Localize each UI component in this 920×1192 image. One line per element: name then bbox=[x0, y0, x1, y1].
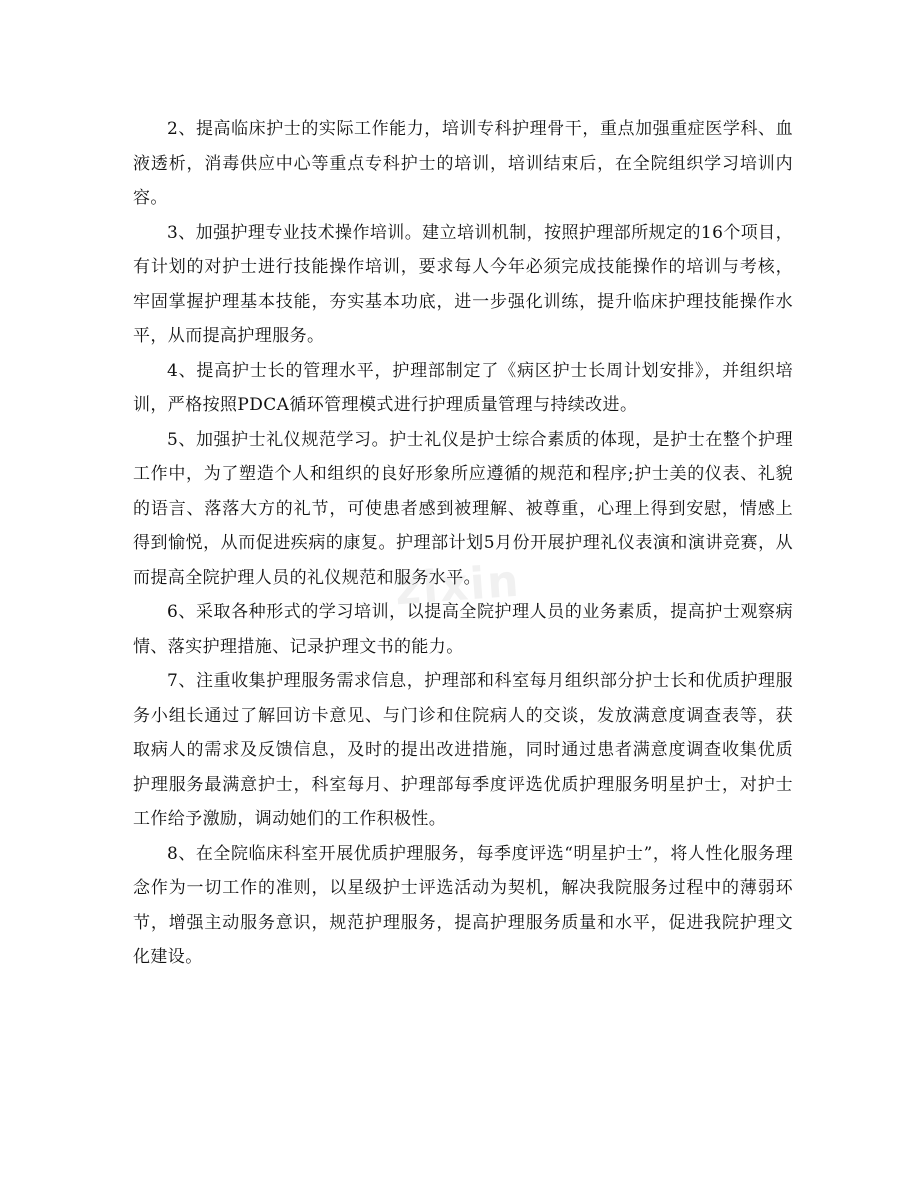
paragraph-item-2: 2、提高临床护士的实际工作能力，培训专科护理骨干，重点加强重症医学科、血液透析，消毒供应中心等重点专科护士的培训，培训结束后，在全院组织学习培训内容。 bbox=[133, 119, 793, 208]
paragraph-item-7: 7、注重收集护理服务需求信息，护理部和科室每月组织部分护士长和优质护理服务小组长通过了解回访卡意见、与门诊和住院病人的交谈，发放满意度调查表等，获取病人的需求及反馈信息，及时的提出改进措施，同时通过患者满意度调查收集优质护理服务最满意护士，科室每月、护理部每季度评选优质护理服务明星护士，对护士工作给予激励，调动她们的工作积极性。 bbox=[133, 671, 793, 829]
watermark: zixin bbox=[393, 555, 523, 616]
paragraph-item-8: 8、在全院临床科室开展优质护理服务，每季度评选“明星护士”，将人性化服务理念作为一切工作的准则，以星级护士评选活动为契机，解决我院服务过程中的薄弱环节，增强主动服务意识，规范护理服务，提高护理服务质量和水平，促进我院护理文化建设。 bbox=[133, 843, 793, 967]
paragraph-item-6: 6、采取各种形式的学习培训，以提高全院护理人员的业务素质，提高护士观察病情、落实护理措施、记录护理文书的能力。 bbox=[133, 602, 793, 657]
paragraph-item-3: 3、加强护理专业技术操作培训。建立培训机制，按照护理部所规定的16个项目，有计划的对护士进行技能操作培训，要求每人今年必须完成技能操作的培训与考核，牢固掌握护理基本技能，夯实基本功底，进一步强化训练，提升临床护理技能操作水平，从而提高护理服务。 bbox=[133, 222, 793, 346]
paragraph-item-4: 4、提高护士长的管理水平，护理部制定了《病区护士长周计划安排》，并组织培训，严格按照PDCA循环管理模式进行护理质量管理与持续改进。 bbox=[133, 360, 793, 415]
paragraph-item-5: 5、加强护士礼仪规范学习。护士礼仪是护士综合素质的体现，是护士在整个护理工作中，为了塑造个人和组织的良好形象所应遵循的规范和程序;护士美的仪表、礼貌的语言、落落大方的礼节，可使患者感到被理解、被尊重，心理上得到安慰，情感上得到愉悦，从而促进疾病的康复。护理部计划5月份开展护理礼仪表演和演讲竞赛，从而提高全院护理人员的礼仪规范和服务水平。 bbox=[133, 429, 793, 588]
document-body bbox=[133, 112, 793, 975]
